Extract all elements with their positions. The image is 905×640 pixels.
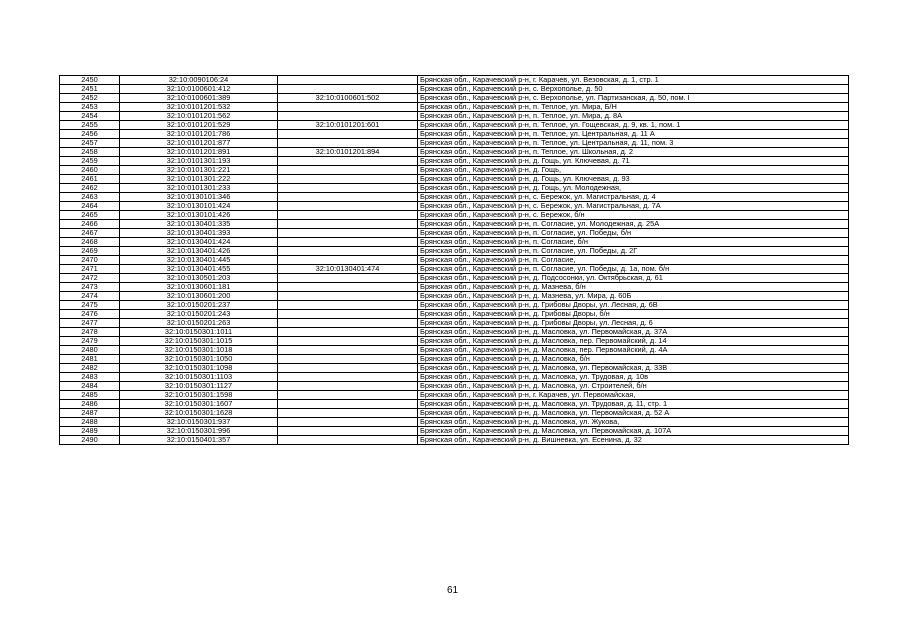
table-row	[60, 112, 849, 121]
parent-cadastral-number-cell	[278, 274, 418, 283]
parent-cadastral-number-cell	[278, 103, 418, 112]
row-number-cell: 2480	[60, 346, 120, 355]
row-number-cell: 2452	[60, 94, 120, 103]
cadastral-number-cell: 32:10:0130601:200	[120, 292, 278, 301]
cadastral-number-cell: 32:10:0101201:877	[120, 139, 278, 148]
address-cell: Брянская обл., Карачевский р-н, д. Масловка, ул. Трудовая, д. 11, стр. 1	[418, 400, 849, 409]
row-number-cell: 2490	[60, 436, 120, 445]
parent-cadastral-number-cell: 32:10:0101201:894	[278, 148, 418, 157]
table-row	[60, 391, 849, 400]
address-cell: Брянская обл., Карачевский р-н, п. Согласие, ул. Победы, д. 1а, пом. б/н	[418, 265, 849, 274]
table-row	[60, 373, 849, 382]
table-row	[60, 121, 849, 130]
address-cell: Брянская обл., Карачевский р-н, д. Гощь, ул. Ключевая, д. 71	[418, 157, 849, 166]
row-number-cell: 2487	[60, 409, 120, 418]
cadastral-number-cell: 32:10:0130401:445	[120, 256, 278, 265]
parent-cadastral-number-cell	[278, 382, 418, 391]
table-row	[60, 166, 849, 175]
cadastral-number-cell: 32:10:0150301:1018	[120, 346, 278, 355]
parent-cadastral-number-cell: 32:10:0130401:474	[278, 265, 418, 274]
parent-cadastral-number-cell	[278, 85, 418, 94]
cadastral-number-cell: 32:10:0101201:891	[120, 148, 278, 157]
cadastral-number-cell: 32:10:0150301:1628	[120, 409, 278, 418]
row-number-cell: 2469	[60, 247, 120, 256]
table-row	[60, 247, 849, 256]
address-cell: Брянская обл., Карачевский р-н, с. Бережок, ул. Магистральная, д. 7А	[418, 202, 849, 211]
address-cell: Брянская обл., Карачевский р-н, п. Согласие, ул. Молодежная, д. 25А	[418, 220, 849, 229]
row-number-cell: 2483	[60, 373, 120, 382]
parent-cadastral-number-cell	[278, 238, 418, 247]
table-row	[60, 85, 849, 94]
parent-cadastral-number-cell	[278, 319, 418, 328]
row-number-cell: 2459	[60, 157, 120, 166]
row-number-cell: 2470	[60, 256, 120, 265]
row-number-cell: 2454	[60, 112, 120, 121]
parent-cadastral-number-cell	[278, 310, 418, 319]
registry-table-body	[60, 76, 849, 445]
address-cell: Брянская обл., Карачевский р-н, д. Подсосонки, ул. Октябрьская, д. 61	[418, 274, 849, 283]
table-row	[60, 409, 849, 418]
cadastral-number-cell: 32:10:0101201:562	[120, 112, 278, 121]
row-number-cell: 2468	[60, 238, 120, 247]
cadastral-number-cell: 32:10:0150201:263	[120, 319, 278, 328]
address-cell: Брянская обл., Карачевский р-н, д. Вишневка, ул. Есенина, д. 32	[418, 436, 849, 445]
row-number-cell: 2464	[60, 202, 120, 211]
cadastral-number-cell: 32:10:0130101:346	[120, 193, 278, 202]
address-cell: Брянская обл., Карачевский р-н, д. Мазнева, б/н	[418, 283, 849, 292]
row-number-cell: 2462	[60, 184, 120, 193]
cadastral-number-cell: 32:10:0150301:996	[120, 427, 278, 436]
parent-cadastral-number-cell	[278, 157, 418, 166]
row-number-cell: 2457	[60, 139, 120, 148]
address-cell: Брянская обл., Карачевский р-н, п. Теплое, ул. Мира, д. 8А	[418, 112, 849, 121]
cadastral-number-cell: 32:10:0130401:393	[120, 229, 278, 238]
table-row	[60, 148, 849, 157]
cadastral-number-cell: 32:10:0130401:335	[120, 220, 278, 229]
table-row	[60, 382, 849, 391]
parent-cadastral-number-cell	[278, 391, 418, 400]
table-row	[60, 103, 849, 112]
row-number-cell: 2479	[60, 337, 120, 346]
row-number-cell: 2461	[60, 175, 120, 184]
cadastral-number-cell: 32:10:0090106:24	[120, 76, 278, 85]
row-number-cell: 2458	[60, 148, 120, 157]
address-cell: Брянская обл., Карачевский р-н, п. Согласие,	[418, 256, 849, 265]
cadastral-number-cell: 32:10:0150301:1098	[120, 364, 278, 373]
cadastral-number-cell: 32:10:0130101:424	[120, 202, 278, 211]
parent-cadastral-number-cell	[278, 130, 418, 139]
cadastral-number-cell: 32:10:0101201:786	[120, 130, 278, 139]
cadastral-number-cell: 32:10:0150201:237	[120, 301, 278, 310]
row-number-cell: 2466	[60, 220, 120, 229]
address-cell: Брянская обл., Карачевский р-н, с. Верхополье, д. 50	[418, 85, 849, 94]
table-row	[60, 130, 849, 139]
row-number-cell: 2489	[60, 427, 120, 436]
row-number-cell: 2463	[60, 193, 120, 202]
address-cell: Брянская обл., Карачевский р-н, д. Грибовы Дворы, ул. Лесная, д. 6	[418, 319, 849, 328]
table-row	[60, 328, 849, 337]
parent-cadastral-number-cell	[278, 184, 418, 193]
address-cell: Брянская обл., Карачевский р-н, д. Масловка, ул. Первомайская, д. 37А	[418, 328, 849, 337]
cadastral-number-cell: 32:10:0150301:1050	[120, 355, 278, 364]
cadastral-number-cell: 32:10:0101201:529	[120, 121, 278, 130]
address-cell: Брянская обл., Карачевский р-н, п. Теплое, ул. Гощевская, д. 9, кв. 1, пом. 1	[418, 121, 849, 130]
table-row	[60, 418, 849, 427]
cadastral-number-cell: 32:10:0101301:193	[120, 157, 278, 166]
parent-cadastral-number-cell	[278, 166, 418, 175]
row-number-cell: 2473	[60, 283, 120, 292]
parent-cadastral-number-cell	[278, 175, 418, 184]
parent-cadastral-number-cell: 32:10:0100601:502	[278, 94, 418, 103]
row-number-cell: 2450	[60, 76, 120, 85]
parent-cadastral-number-cell: 32:10:0101201:601	[278, 121, 418, 130]
row-number-cell: 2485	[60, 391, 120, 400]
cadastral-number-cell: 32:10:0101301:233	[120, 184, 278, 193]
parent-cadastral-number-cell	[278, 139, 418, 148]
table-row	[60, 256, 849, 265]
parent-cadastral-number-cell	[278, 202, 418, 211]
parent-cadastral-number-cell	[278, 409, 418, 418]
address-cell: Брянская обл., Карачевский р-н, д. Грибовы Дворы, ул. Лесная, д. 6В	[418, 301, 849, 310]
cadastral-number-cell: 32:10:0150201:243	[120, 310, 278, 319]
row-number-cell: 2474	[60, 292, 120, 301]
address-cell: Брянская обл., Карачевский р-н, п. Теплое, ул. Центральная, д. 11, пом. 3	[418, 139, 849, 148]
address-cell: Брянская обл., Карачевский р-н, г. Карачев, ул. Первомайская,	[418, 391, 849, 400]
cadastral-number-cell: 32:10:0150301:1103	[120, 373, 278, 382]
address-cell: Брянская обл., Карачевский р-н, п. Теплое, ул. Школьная, д. 2	[418, 148, 849, 157]
row-number-cell: 2453	[60, 103, 120, 112]
table-row	[60, 94, 849, 103]
address-cell: Брянская обл., Карачевский р-н, г. Карачев, ул. Везовская, д. 1, стр. 1	[418, 76, 849, 85]
cadastral-number-cell: 32:10:0130101:426	[120, 211, 278, 220]
row-number-cell: 2456	[60, 130, 120, 139]
address-cell: Брянская обл., Карачевский р-н, д. Масловка, ул. Первомайская, д. 52 А	[418, 409, 849, 418]
table-row	[60, 76, 849, 85]
table-row	[60, 283, 849, 292]
cadastral-number-cell: 32:10:0130401:455	[120, 265, 278, 274]
row-number-cell: 2451	[60, 85, 120, 94]
parent-cadastral-number-cell	[278, 301, 418, 310]
table-row	[60, 364, 849, 373]
address-cell: Брянская обл., Карачевский р-н, д. Масловка, ул. Строителей, б/н	[418, 382, 849, 391]
table-row	[60, 229, 849, 238]
table-row	[60, 139, 849, 148]
row-number-cell: 2460	[60, 166, 120, 175]
table-row	[60, 337, 849, 346]
cadastral-number-cell: 32:10:0100601:412	[120, 85, 278, 94]
parent-cadastral-number-cell	[278, 76, 418, 85]
cadastral-number-cell: 32:10:0150301:1015	[120, 337, 278, 346]
cadastral-number-cell: 32:10:0150301:1127	[120, 382, 278, 391]
table-row	[60, 184, 849, 193]
address-cell: Брянская обл., Карачевский р-н, д. Масловка, б/н	[418, 355, 849, 364]
cadastral-number-cell: 32:10:0101201:532	[120, 103, 278, 112]
row-number-cell: 2476	[60, 310, 120, 319]
cadastral-number-cell: 32:10:0130501:203	[120, 274, 278, 283]
row-number-cell: 2484	[60, 382, 120, 391]
address-cell: Брянская обл., Карачевский р-н, д. Масловка, ул. Первомайская, д. 107А	[418, 427, 849, 436]
address-cell: Брянская обл., Карачевский р-н, д. Гощь, ул. Ключевая, д. 93	[418, 175, 849, 184]
address-cell: Брянская обл., Карачевский р-н, д. Гощь, ул. Молодежная,	[418, 184, 849, 193]
parent-cadastral-number-cell	[278, 193, 418, 202]
cadastral-number-cell: 32:10:0150301:937	[120, 418, 278, 427]
address-cell: Брянская обл., Карачевский р-н, с. Верхополье, ул. Партизанская, д. 50, пом. I	[418, 94, 849, 103]
address-cell: Брянская обл., Карачевский р-н, д. Грибовы Дворы, б/н	[418, 310, 849, 319]
table-row	[60, 193, 849, 202]
parent-cadastral-number-cell	[278, 436, 418, 445]
parent-cadastral-number-cell	[278, 418, 418, 427]
page-number: 61	[446, 585, 459, 596]
table-row	[60, 301, 849, 310]
address-cell: Брянская обл., Карачевский р-н, п. Согласие, ул. Победы, б/н	[418, 229, 849, 238]
parent-cadastral-number-cell	[278, 373, 418, 382]
parent-cadastral-number-cell	[278, 337, 418, 346]
parent-cadastral-number-cell	[278, 400, 418, 409]
table-row	[60, 400, 849, 409]
row-number-cell: 2467	[60, 229, 120, 238]
row-number-cell: 2471	[60, 265, 120, 274]
address-cell: Брянская обл., Карачевский р-н, д. Масловка, ул. Первомайская, д. 33В	[418, 364, 849, 373]
row-number-cell: 2455	[60, 121, 120, 130]
parent-cadastral-number-cell	[278, 220, 418, 229]
table-row	[60, 292, 849, 301]
cadastral-number-cell: 32:10:0100601:389	[120, 94, 278, 103]
cadastral-number-cell: 32:10:0150401:357	[120, 436, 278, 445]
parent-cadastral-number-cell	[278, 328, 418, 337]
table-row	[60, 265, 849, 274]
table-row	[60, 211, 849, 220]
table-row	[60, 175, 849, 184]
parent-cadastral-number-cell	[278, 364, 418, 373]
address-cell: Брянская обл., Карачевский р-н, п. Согласие, б/н	[418, 238, 849, 247]
cadastral-number-cell: 32:10:0150301:1011	[120, 328, 278, 337]
address-cell: Брянская обл., Карачевский р-н, п. Теплое, ул. Мира, Б/Н	[418, 103, 849, 112]
row-number-cell: 2477	[60, 319, 120, 328]
table-row	[60, 157, 849, 166]
parent-cadastral-number-cell	[278, 211, 418, 220]
cadastral-number-cell: 32:10:0150301:1598	[120, 391, 278, 400]
table-row	[60, 346, 849, 355]
address-cell: Брянская обл., Карачевский р-н, д. Масловка, ул. Жукова,	[418, 418, 849, 427]
property-registry-table	[59, 75, 849, 445]
table-row	[60, 310, 849, 319]
row-number-cell: 2465	[60, 211, 120, 220]
address-cell: Брянская обл., Карачевский р-н, с. Бережок, б/н	[418, 211, 849, 220]
address-cell: Брянская обл., Карачевский р-н, д. Гощь,	[418, 166, 849, 175]
cadastral-number-cell: 32:10:0130401:424	[120, 238, 278, 247]
parent-cadastral-number-cell	[278, 112, 418, 121]
parent-cadastral-number-cell	[278, 346, 418, 355]
table-row	[60, 436, 849, 445]
row-number-cell: 2475	[60, 301, 120, 310]
row-number-cell: 2472	[60, 274, 120, 283]
table-row	[60, 238, 849, 247]
cadastral-number-cell: 32:10:0101301:221	[120, 166, 278, 175]
cadastral-number-cell: 32:10:0150301:1607	[120, 400, 278, 409]
address-cell: Брянская обл., Карачевский р-н, д. Масловка, пер. Первомайский, д. 4А	[418, 346, 849, 355]
address-cell: Брянская обл., Карачевский р-н, д. Мазнева, ул. Мира, д. 60Б	[418, 292, 849, 301]
table-row	[60, 355, 849, 364]
parent-cadastral-number-cell	[278, 283, 418, 292]
parent-cadastral-number-cell	[278, 229, 418, 238]
parent-cadastral-number-cell	[278, 256, 418, 265]
cadastral-number-cell: 32:10:0101301:222	[120, 175, 278, 184]
address-cell: Брянская обл., Карачевский р-н, д. Масловка, ул. Трудовая, д. 10в	[418, 373, 849, 382]
table-row	[60, 274, 849, 283]
table-row	[60, 202, 849, 211]
parent-cadastral-number-cell	[278, 292, 418, 301]
address-cell: Брянская обл., Карачевский р-н, п. Теплое, ул. Центральная, д. 11 А	[418, 130, 849, 139]
cadastral-number-cell: 32:10:0130401:426	[120, 247, 278, 256]
row-number-cell: 2482	[60, 364, 120, 373]
table-row	[60, 220, 849, 229]
parent-cadastral-number-cell	[278, 427, 418, 436]
row-number-cell: 2486	[60, 400, 120, 409]
cadastral-number-cell: 32:10:0130601:181	[120, 283, 278, 292]
table-row	[60, 427, 849, 436]
parent-cadastral-number-cell	[278, 247, 418, 256]
row-number-cell: 2488	[60, 418, 120, 427]
address-cell: Брянская обл., Карачевский р-н, п. Согласие, ул. Победы, д. 2Г	[418, 247, 849, 256]
row-number-cell: 2478	[60, 328, 120, 337]
table-row	[60, 319, 849, 328]
address-cell: Брянская обл., Карачевский р-н, с. Бережок, ул. Магистральная, д. 4	[418, 193, 849, 202]
parent-cadastral-number-cell	[278, 355, 418, 364]
row-number-cell: 2481	[60, 355, 120, 364]
address-cell: Брянская обл., Карачевский р-н, д. Масловка, пер. Первомайский, д. 14	[418, 337, 849, 346]
